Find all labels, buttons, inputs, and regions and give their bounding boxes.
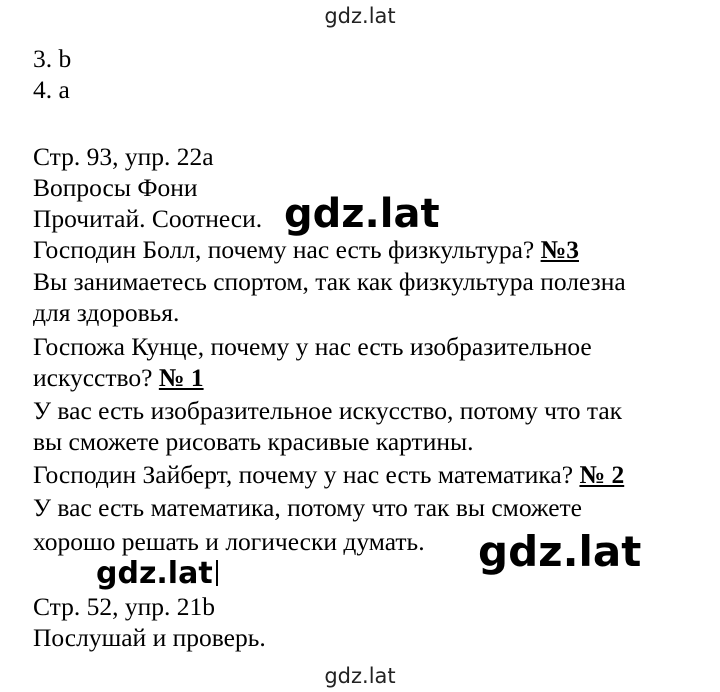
text-line-8-text: Господин Зайберт, почему у нас есть математика? [33, 460, 580, 489]
watermark-overlay-3 [96, 556, 218, 591]
text-line-7: вы сможете рисовать красивые картины. [33, 427, 474, 456]
text-line-3: для здоровья. [33, 298, 180, 327]
text-line-8 [33, 460, 624, 490]
answer-line-3: 3. b [33, 44, 72, 73]
text-line-1 [33, 235, 579, 265]
watermark-bottom: gdz.lat [324, 664, 396, 688]
watermark-overlay-3-text: gdz.lat [96, 556, 213, 591]
text-line-5-text: искусство? [33, 363, 159, 392]
text-line-4: Госпожа Кунце, почему у нас есть изобразительное [33, 332, 592, 361]
watermark-overlay-1: gdz.lat [284, 191, 440, 237]
text-line-1-ref: №3 [540, 235, 579, 264]
text-line-8-ref: № 2 [579, 460, 625, 489]
section1-heading: Стр. 93, упр. 22а [33, 142, 214, 171]
watermark-overlay-2: gdz.lat [478, 527, 642, 576]
text-line-1-text: Господин Болл, почему нас есть физкультура? [33, 235, 541, 264]
text-line-6: У вас есть изобразительное искусство, потому что так [33, 396, 623, 425]
text-line-5 [33, 363, 204, 393]
text-line-5-ref: № 1 [158, 363, 204, 392]
answer-line-4: 4. a [33, 75, 70, 104]
text-line-10: хорошо решать и логически думать. [33, 527, 425, 556]
text-cursor [216, 560, 218, 586]
section1-title: Вопросы Фони [33, 173, 198, 202]
section2-heading: Стр. 52, упр. 21b [33, 592, 216, 621]
text-line-9: У вас есть математика, потому что так вы сможете [33, 493, 582, 522]
watermark-top: gdz.lat [324, 4, 396, 28]
text-line-2: Вы занимаетесь спортом, так как физкультура полезна [33, 267, 626, 296]
section1-instruction: Прочитай. Соотнеси. [33, 204, 263, 233]
section2-instruction: Послушай и проверь. [33, 623, 266, 652]
